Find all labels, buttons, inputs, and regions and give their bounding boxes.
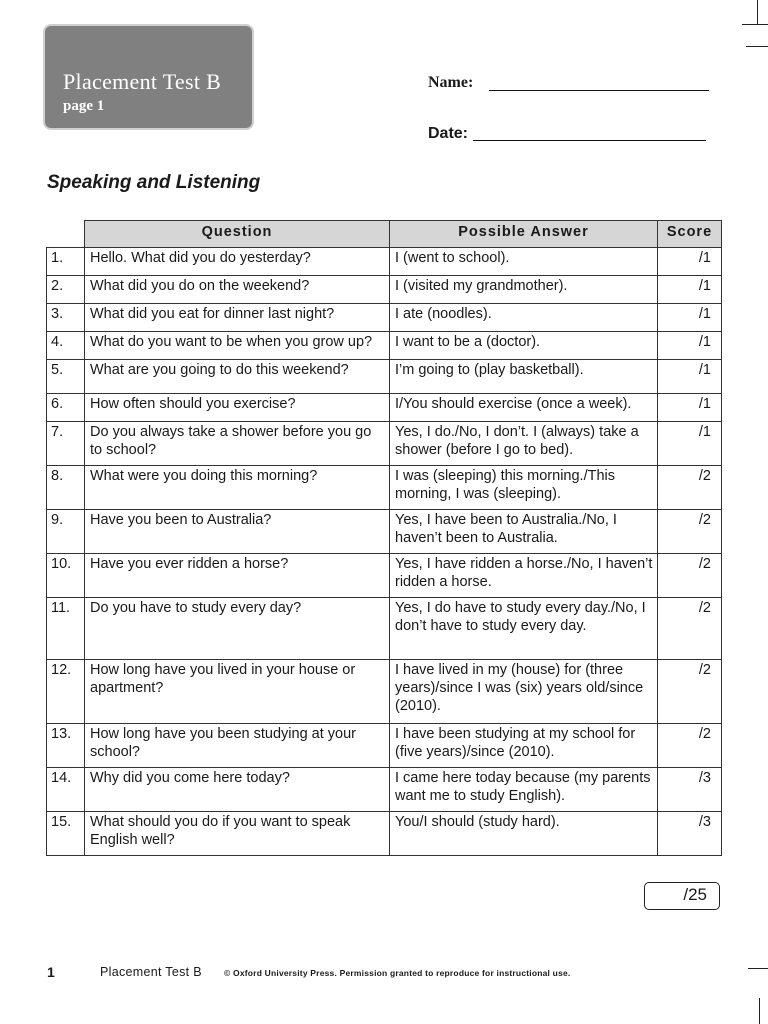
answer-text: You/I should (study hard). bbox=[390, 812, 658, 856]
question-table bbox=[46, 220, 722, 856]
question-text: Have you ever ridden a horse? bbox=[85, 554, 390, 598]
answer-text: I (went to school). bbox=[390, 248, 658, 276]
row-number: 12. bbox=[47, 660, 85, 724]
table-row bbox=[47, 304, 722, 332]
row-number: 6. bbox=[47, 394, 85, 422]
header-question: Question bbox=[85, 221, 390, 248]
table-row bbox=[47, 660, 722, 724]
date-field-line[interactable] bbox=[473, 140, 706, 141]
answer-text: I have been studying at my school for (five years)/since (2010). bbox=[390, 724, 658, 768]
row-number: 4. bbox=[47, 332, 85, 360]
row-number: 7. bbox=[47, 422, 85, 466]
footer-copyright: © Oxford University Press. Permission granted to reproduce for instructional use. bbox=[224, 968, 571, 978]
table-row bbox=[47, 724, 722, 768]
score-cell: /2 bbox=[658, 660, 722, 724]
score-cell: /2 bbox=[658, 598, 722, 660]
question-text: What were you doing this morning? bbox=[85, 466, 390, 510]
question-text: What do you want to be when you grow up? bbox=[85, 332, 390, 360]
row-number: 2. bbox=[47, 276, 85, 304]
footer-page-number: 1 bbox=[47, 964, 55, 980]
question-text: What should you do if you want to speak English well? bbox=[85, 812, 390, 856]
table-row bbox=[47, 510, 722, 554]
crop-mark bbox=[759, 998, 760, 1024]
score-cell: /2 bbox=[658, 724, 722, 768]
score-cell: /1 bbox=[658, 248, 722, 276]
score-cell: /1 bbox=[658, 360, 722, 394]
question-text: Do you have to study every day? bbox=[85, 598, 390, 660]
question-text: Have you been to Australia? bbox=[85, 510, 390, 554]
table-row bbox=[47, 422, 722, 466]
score-cell: /2 bbox=[658, 554, 722, 598]
answer-text: I was (sleeping) this morning./This morning, I was (sleeping). bbox=[390, 466, 658, 510]
answer-text: Yes, I have ridden a horse./No, I haven’t ridden a horse. bbox=[390, 554, 658, 598]
answer-text: Yes, I do./No, I don’t. I (always) take a shower (before I go to bed). bbox=[390, 422, 658, 466]
answer-text: Yes, I have been to Australia./No, I haven’t been to Australia. bbox=[390, 510, 658, 554]
answer-text: Yes, I do have to study every day./No, I don’t have to study every day. bbox=[390, 598, 658, 660]
answer-text: I (visited my grandmother). bbox=[390, 276, 658, 304]
question-text: How often should you exercise? bbox=[85, 394, 390, 422]
test-title-box bbox=[45, 26, 252, 128]
table-row bbox=[47, 598, 722, 660]
table-row bbox=[47, 394, 722, 422]
row-number: 15. bbox=[47, 812, 85, 856]
question-text: How long have you been studying at your school? bbox=[85, 724, 390, 768]
score-cell: /2 bbox=[658, 510, 722, 554]
row-number: 1. bbox=[47, 248, 85, 276]
question-text: What did you eat for dinner last night? bbox=[85, 304, 390, 332]
row-number: 11. bbox=[47, 598, 85, 660]
score-cell: /3 bbox=[658, 768, 722, 812]
table-row bbox=[47, 554, 722, 598]
row-number: 9. bbox=[47, 510, 85, 554]
row-number: 5. bbox=[47, 360, 85, 394]
question-text: Why did you come here today? bbox=[85, 768, 390, 812]
score-cell: /2 bbox=[658, 466, 722, 510]
crop-mark bbox=[746, 46, 768, 47]
header-blank bbox=[47, 221, 85, 248]
crop-mark bbox=[742, 24, 768, 25]
answer-text: I/You should exercise (once a week). bbox=[390, 394, 658, 422]
question-text: How long have you lived in your house or apartment? bbox=[85, 660, 390, 724]
question-text: Do you always take a shower before you go to school? bbox=[85, 422, 390, 466]
score-cell: /1 bbox=[658, 276, 722, 304]
total-score: /25 bbox=[683, 885, 707, 904]
table-row bbox=[47, 360, 722, 394]
crop-mark bbox=[748, 968, 768, 969]
answer-text: I’m going to (play basketball). bbox=[390, 360, 658, 394]
row-number: 10. bbox=[47, 554, 85, 598]
row-number: 8. bbox=[47, 466, 85, 510]
name-field-line[interactable] bbox=[489, 90, 709, 91]
answer-text: I ate (noodles). bbox=[390, 304, 658, 332]
row-number: 3. bbox=[47, 304, 85, 332]
table-row bbox=[47, 276, 722, 304]
table-row bbox=[47, 248, 722, 276]
crop-mark bbox=[757, 0, 758, 24]
header-score: Score bbox=[658, 221, 722, 248]
date-label: Date: bbox=[428, 125, 469, 142]
table-header-row bbox=[47, 221, 722, 248]
total-score-box bbox=[644, 882, 720, 910]
table-body bbox=[47, 248, 722, 856]
name-label: Name: bbox=[428, 74, 474, 91]
footer-test-name: Placement Test B bbox=[100, 965, 202, 979]
score-cell: /3 bbox=[658, 812, 722, 856]
answer-text: I came here today because (my parents want me to study English). bbox=[390, 768, 658, 812]
table-row bbox=[47, 332, 722, 360]
question-text: What did you do on the weekend? bbox=[85, 276, 390, 304]
page-label: page 1 bbox=[63, 98, 105, 114]
row-number: 14. bbox=[47, 768, 85, 812]
test-title: Placement Test B bbox=[63, 69, 222, 94]
score-cell: /1 bbox=[658, 332, 722, 360]
question-text: Hello. What did you do yesterday? bbox=[85, 248, 390, 276]
answer-text: I want to be a (doctor). bbox=[390, 332, 658, 360]
score-cell: /1 bbox=[658, 422, 722, 466]
answer-text: I have lived in my (house) for (three years)/since I was (six) years old/since (2010). bbox=[390, 660, 658, 724]
score-cell: /1 bbox=[658, 304, 722, 332]
table-row bbox=[47, 466, 722, 510]
table-row bbox=[47, 812, 722, 856]
section-title: Speaking and Listening bbox=[47, 172, 261, 193]
table-row bbox=[47, 768, 722, 812]
header-answer: Possible Answer bbox=[390, 221, 658, 248]
row-number: 13. bbox=[47, 724, 85, 768]
score-cell: /1 bbox=[658, 394, 722, 422]
question-text: What are you going to do this weekend? bbox=[85, 360, 390, 394]
